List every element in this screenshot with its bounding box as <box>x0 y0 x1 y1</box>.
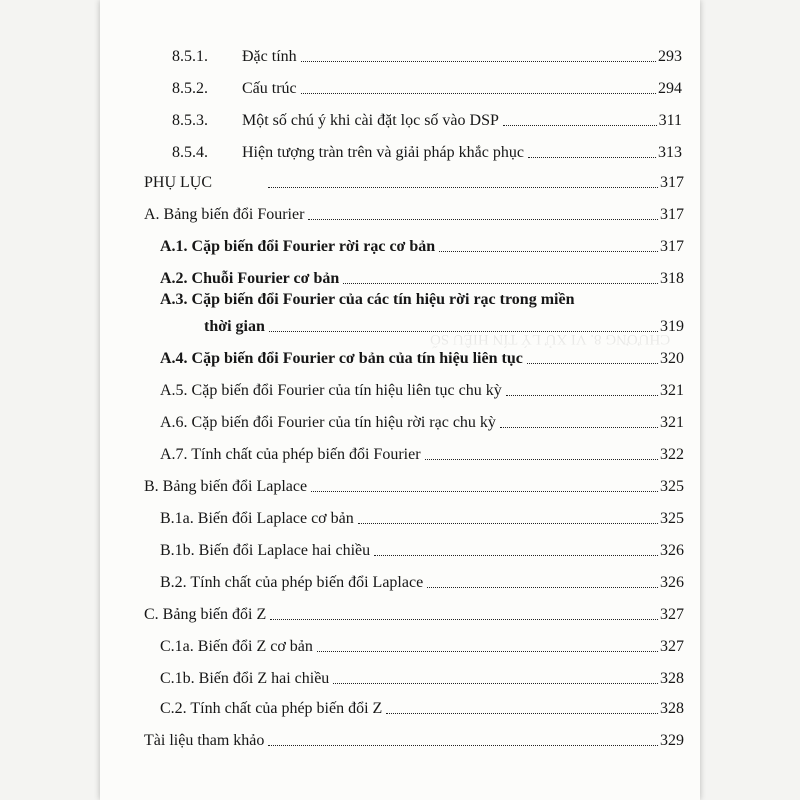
toc-page-number: 322 <box>660 446 684 463</box>
toc-page-number: 325 <box>660 478 684 495</box>
toc-title: PHỤ LỤC <box>144 174 213 191</box>
toc-row <box>160 374 684 400</box>
toc-page-number: 327 <box>660 606 684 623</box>
toc-title: A.4. Cặp biến đổi Fourier cơ bản của tín hiệu liên tục <box>160 350 523 367</box>
dot-leader <box>301 61 656 62</box>
toc-row <box>144 724 684 750</box>
toc-row <box>160 662 684 688</box>
dot-leader <box>270 619 658 620</box>
toc-row <box>160 406 684 432</box>
dot-leader <box>439 251 658 252</box>
toc-page-number: 328 <box>660 670 684 687</box>
toc-page-number: 321 <box>660 382 684 399</box>
dot-leader <box>268 745 658 746</box>
dot-leader <box>301 93 656 94</box>
toc-number: 8.5.1. <box>172 48 208 65</box>
dot-leader <box>506 395 658 396</box>
toc-number: 8.5.4. <box>172 144 208 161</box>
dot-leader <box>268 187 658 188</box>
book-page <box>100 0 700 800</box>
toc-row <box>160 692 684 718</box>
toc-page-number: 293 <box>658 48 682 65</box>
toc-page-number: 319 <box>660 318 684 335</box>
toc-number: 8.5.3. <box>172 112 208 129</box>
toc-title: A.7. Tính chất của phép biến đổi Fourier <box>160 446 421 463</box>
toc-title: A. Bảng biến đổi Fourier <box>144 206 305 223</box>
toc-title: B.1a. Biến đổi Laplace cơ bản <box>160 510 354 527</box>
toc-title: Hiện tượng tràn trên và giải pháp khắc phục <box>242 144 524 161</box>
toc-page-number: 317 <box>660 206 684 223</box>
show-through-text: CHƯƠNG 8. VI XỬ LÝ TÍN HIỆU SỐ <box>430 331 671 347</box>
toc-title: A.1. Cặp biến đổi Fourier rời rạc cơ bản <box>160 238 436 255</box>
toc-page-number: 326 <box>660 542 684 559</box>
toc-row <box>144 470 684 496</box>
toc-page-number: 320 <box>660 350 684 367</box>
toc-title: C.2. Tính chất của phép biến đổi Z <box>160 700 383 717</box>
toc-title: Tài liệu tham khảo <box>144 732 265 749</box>
toc-title: C.1a. Biến đổi Z cơ bản <box>160 638 313 655</box>
toc-row <box>204 310 684 336</box>
toc-row <box>144 166 684 192</box>
toc-page-number: 294 <box>658 80 682 97</box>
dot-leader <box>317 651 658 652</box>
toc-page-number: 313 <box>658 144 682 161</box>
toc-title: C. Bảng biến đổi Z <box>144 606 267 623</box>
toc-row <box>144 198 684 224</box>
dot-leader <box>333 683 658 684</box>
toc-row <box>160 262 684 288</box>
toc-title: B. Bảng biến đổi Laplace <box>144 478 308 495</box>
toc-title-line1: A.3. Cặp biến đổi Fourier của các tín hiệu rời rạc trong miền <box>160 291 575 308</box>
dot-leader <box>386 713 658 714</box>
toc-row <box>172 72 682 98</box>
toc-title: Một số chú ý khi cài đặt lọc số vào DSP <box>242 112 499 129</box>
toc-row <box>172 104 682 130</box>
toc-row <box>144 598 684 624</box>
dot-leader <box>374 555 658 556</box>
toc-page-number: 318 <box>660 270 684 287</box>
toc-page-number: 317 <box>660 174 684 191</box>
dot-leader <box>358 523 658 524</box>
toc-page-number: 317 <box>660 238 684 255</box>
toc-page-number: 326 <box>660 574 684 591</box>
toc-page-number: 321 <box>660 414 684 431</box>
toc-number: 8.5.2. <box>172 80 208 97</box>
table-of-contents <box>100 0 700 800</box>
dot-leader <box>308 219 658 220</box>
toc-page-number: 328 <box>660 700 684 717</box>
dot-leader <box>311 491 658 492</box>
dot-leader <box>343 283 658 284</box>
toc-page-number: 325 <box>660 510 684 527</box>
toc-page-number: 311 <box>658 112 682 129</box>
toc-row <box>160 534 684 560</box>
toc-row <box>160 438 684 464</box>
toc-row <box>160 566 684 592</box>
toc-title: A.2. Chuỗi Fourier cơ bản <box>160 270 340 287</box>
toc-title: Cấu trúc <box>242 80 297 97</box>
toc-title: A.6. Cặp biến đổi Fourier của tín hiệu rời rạc chu kỳ <box>160 414 496 431</box>
dot-leader <box>269 331 658 332</box>
toc-row <box>172 40 682 66</box>
dot-leader <box>427 587 658 588</box>
toc-row <box>172 136 682 162</box>
toc-title-line2: thời gian <box>204 318 265 335</box>
toc-row <box>160 630 684 656</box>
toc-page-number: 329 <box>660 732 684 749</box>
toc-title: B.1b. Biến đổi Laplace hai chiều <box>160 542 371 559</box>
dot-leader <box>425 459 658 460</box>
toc-page-number: 327 <box>660 638 684 655</box>
toc-row <box>160 342 684 368</box>
toc-title: A.5. Cặp biến đổi Fourier của tín hiệu liên tục chu kỳ <box>160 382 502 399</box>
dot-leader <box>503 125 657 126</box>
dot-leader <box>527 363 658 364</box>
toc-title: Đặc tính <box>242 48 297 65</box>
toc-row <box>160 502 684 528</box>
dot-leader <box>528 157 656 158</box>
toc-row <box>160 230 684 256</box>
dot-leader <box>500 427 658 428</box>
toc-title: C.1b. Biến đổi Z hai chiều <box>160 670 330 687</box>
toc-title: B.2. Tính chất của phép biến đổi Laplace <box>160 574 424 591</box>
